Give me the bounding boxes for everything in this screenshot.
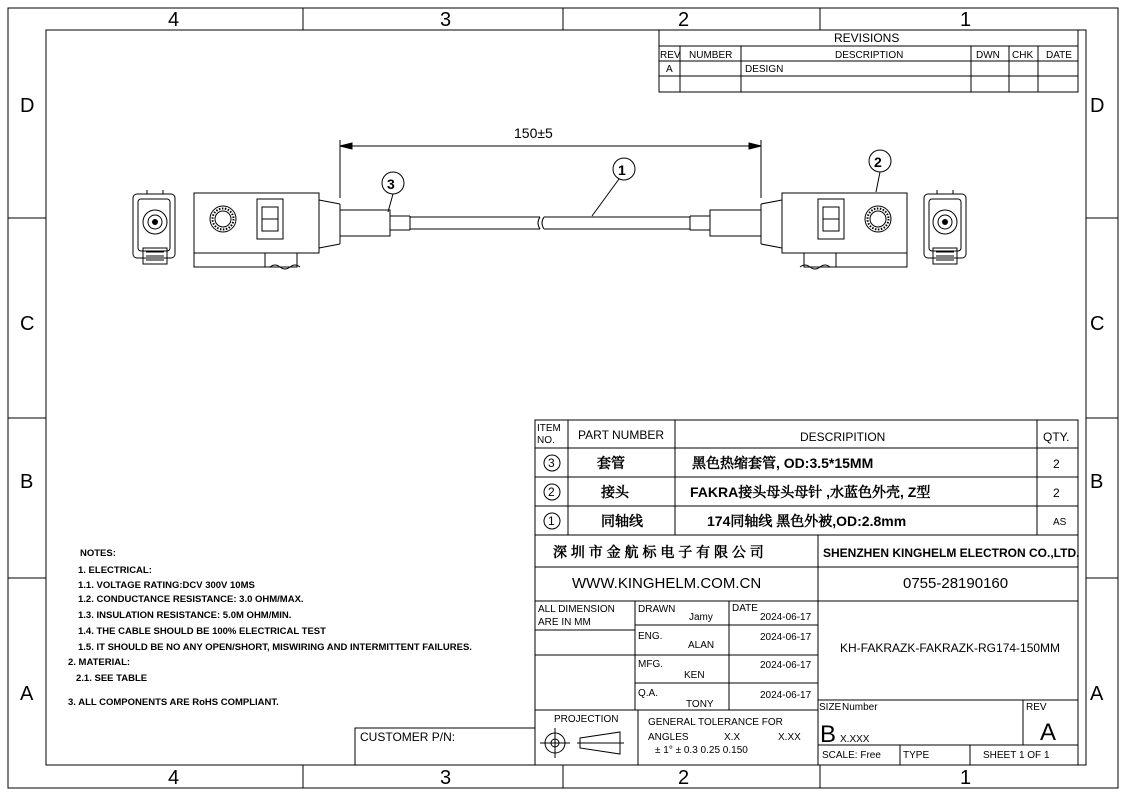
revisions-table — [659, 30, 1078, 92]
note-line: 3. ALL COMPONENTS ARE RoHS COMPLIANT. — [68, 697, 279, 708]
notes — [68, 548, 472, 708]
left-fakra-face — [133, 190, 175, 264]
outer-border — [8, 8, 1118, 788]
rev-dwn-header: DWN — [976, 50, 1000, 61]
note-line: 1.3. INSULATION RESISTANCE: 5.0M OHM/MIN. — [78, 610, 292, 621]
number-value: X.XXX — [840, 734, 870, 745]
eng-name: ALAN — [688, 640, 715, 651]
left-heatshrink — [340, 210, 410, 236]
bom-table — [535, 420, 1078, 535]
tolerance-values: ± 1° ± 0.3 0.25 0.150 — [655, 745, 748, 756]
col-label-top: 4 — [168, 9, 180, 31]
drawn-date: 2024-06-17 — [760, 612, 812, 623]
row-label-left: D — [20, 95, 35, 117]
company-name-en: SHENZHEN KINGHELM ELECTRON CO.,LTD. — [823, 546, 1080, 560]
eng-label: ENG. — [638, 631, 663, 642]
bom-row-desc: 174同轴线 黑色外被,OD:2.8mm — [707, 513, 907, 529]
row-label-right: C — [1090, 313, 1105, 335]
title-block — [355, 601, 1078, 765]
col-label-bottom: 3 — [440, 767, 452, 789]
rev-value: A — [1040, 719, 1057, 746]
balloon-1 — [592, 158, 635, 216]
bom-row-part: 同轴线 — [601, 513, 643, 529]
company-phone: 0755-28190160 — [903, 575, 1009, 592]
company-name-cn: 深 圳 市 金 航 标 电 子 有 限 公 司 — [553, 544, 764, 560]
company-block — [535, 535, 1079, 601]
size-label: SIZE — [819, 702, 842, 713]
row-label-left: B — [20, 471, 34, 493]
rev-header: REV — [660, 50, 681, 61]
part-number: KH-FAKRAZK-FAKRAZK-RG174-150MM — [840, 641, 1061, 655]
size-value: B — [820, 721, 837, 748]
note-line: 2. MATERIAL: — [68, 657, 131, 668]
note-line: 1. ELECTRICAL: — [78, 565, 152, 576]
left-connector — [194, 193, 340, 269]
bom-desc-header: DESCRIPITION — [800, 430, 886, 444]
bom-row-qty: AS — [1053, 517, 1067, 528]
note-line: 1.5. IT SHOULD BE NO ANY OPEN/SHORT, MISWIRING AND INTERMITTENT FAILURES. — [78, 642, 472, 653]
bom-row-item: 3 — [548, 456, 555, 470]
balloon-3-label: 3 — [387, 176, 395, 192]
bom-item-header-no: NO. — [537, 435, 555, 446]
rev-label: REV — [1026, 702, 1047, 713]
note-line: 1.2. CONDUCTANCE RESISTANCE: 3.0 OHM/MAX. — [78, 594, 304, 605]
note-line: 2.1. SEE TABLE — [76, 673, 148, 684]
bom-item-header: ITEM — [537, 423, 561, 434]
rev-number-header: NUMBER — [689, 50, 733, 61]
eng-date: 2024-06-17 — [760, 632, 812, 643]
right-fakra-face — [924, 190, 966, 264]
tolerance-angles: ANGLES — [648, 732, 689, 743]
type-label: TYPE — [903, 750, 930, 761]
mfg-name: KEN — [684, 670, 705, 681]
col-label-top: 2 — [678, 9, 690, 31]
cable-assembly — [133, 140, 966, 269]
revisions-title: REVISIONS — [834, 31, 900, 45]
rev-row-rev: A — [666, 64, 673, 75]
rev-description-header: DESCRIPTION — [835, 50, 904, 61]
notes-title: NOTES: — [80, 548, 116, 559]
bom-qty-header: QTY. — [1043, 430, 1070, 444]
balloon-1-label: 1 — [618, 162, 626, 178]
cable-body — [410, 217, 690, 229]
mfg-label: MFG. — [638, 659, 663, 670]
qa-date: 2024-06-17 — [760, 690, 812, 701]
scale-label: SCALE: Free — [822, 750, 881, 761]
dimension-label: 150±5 — [514, 125, 553, 141]
rev-row-description: DESIGN — [745, 64, 784, 75]
col-label-top: 1 — [960, 9, 972, 31]
row-label-left: A — [20, 683, 34, 705]
dimension-arrow-left — [340, 143, 352, 149]
col-label-top: 3 — [440, 9, 452, 31]
tolerance-xx: X.X — [724, 732, 741, 743]
rev-date-header: DATE — [1046, 50, 1072, 61]
tolerance-xxx: X.XX — [778, 732, 801, 743]
bom-row-desc: FAKRA接头母头母针 ,水蓝色外壳, Z型 — [690, 484, 931, 500]
drawn-label: DRAWN — [638, 604, 676, 615]
all-dim-label-2: ARE IN MM — [538, 617, 591, 628]
balloon-2-label: 2 — [874, 154, 882, 170]
bom-row-qty: 2 — [1053, 457, 1060, 471]
col-label-bottom: 2 — [678, 767, 690, 789]
col-label-bottom: 1 — [960, 767, 972, 789]
row-label-right: A — [1090, 683, 1104, 705]
bom-row-part: 套管 — [597, 455, 625, 471]
note-line: 1.4. THE CABLE SHOULD BE 100% ELECTRICAL TEST — [78, 626, 326, 637]
rev-chk-header: CHK — [1012, 50, 1034, 61]
sheet-label: SHEET 1 OF 1 — [983, 750, 1050, 761]
company-website: WWW.KINGHELM.COM.CN — [572, 575, 762, 592]
bom-row-qty: 2 — [1053, 486, 1060, 500]
all-dim-label: ALL DIMENSION — [538, 604, 615, 615]
tolerance-title: GENERAL TOLERANCE FOR — [648, 717, 783, 728]
col-label-bottom: 4 — [168, 767, 180, 789]
right-heatshrink — [690, 210, 761, 236]
drawn-name: Jamy — [689, 612, 713, 623]
number-label: Number — [842, 702, 878, 713]
dimension-arrow-right — [749, 143, 761, 149]
bom-row-item: 1 — [548, 514, 555, 528]
mfg-date: 2024-06-17 — [760, 660, 812, 671]
row-label-left: C — [20, 313, 35, 335]
qa-label: Q.A. — [638, 688, 659, 699]
bom-row-item: 2 — [548, 485, 555, 499]
bom-row-desc: 黑色热缩套管, OD:3.5*15MM — [692, 455, 874, 471]
bom-part-header: PART NUMBER — [578, 428, 665, 442]
customer-pn-label: CUSTOMER P/N: — [360, 730, 456, 744]
row-label-right: D — [1090, 95, 1105, 117]
bom-row-part: 接头 — [601, 484, 629, 500]
row-label-right: B — [1090, 471, 1104, 493]
qa-name: TONY — [686, 699, 714, 710]
date-label: DATE — [732, 603, 758, 614]
note-line: 1.1. VOLTAGE RATING:DCV 300V 10MS — [78, 580, 255, 591]
right-connector — [761, 193, 907, 269]
projection-label: PROJECTION — [554, 714, 619, 725]
